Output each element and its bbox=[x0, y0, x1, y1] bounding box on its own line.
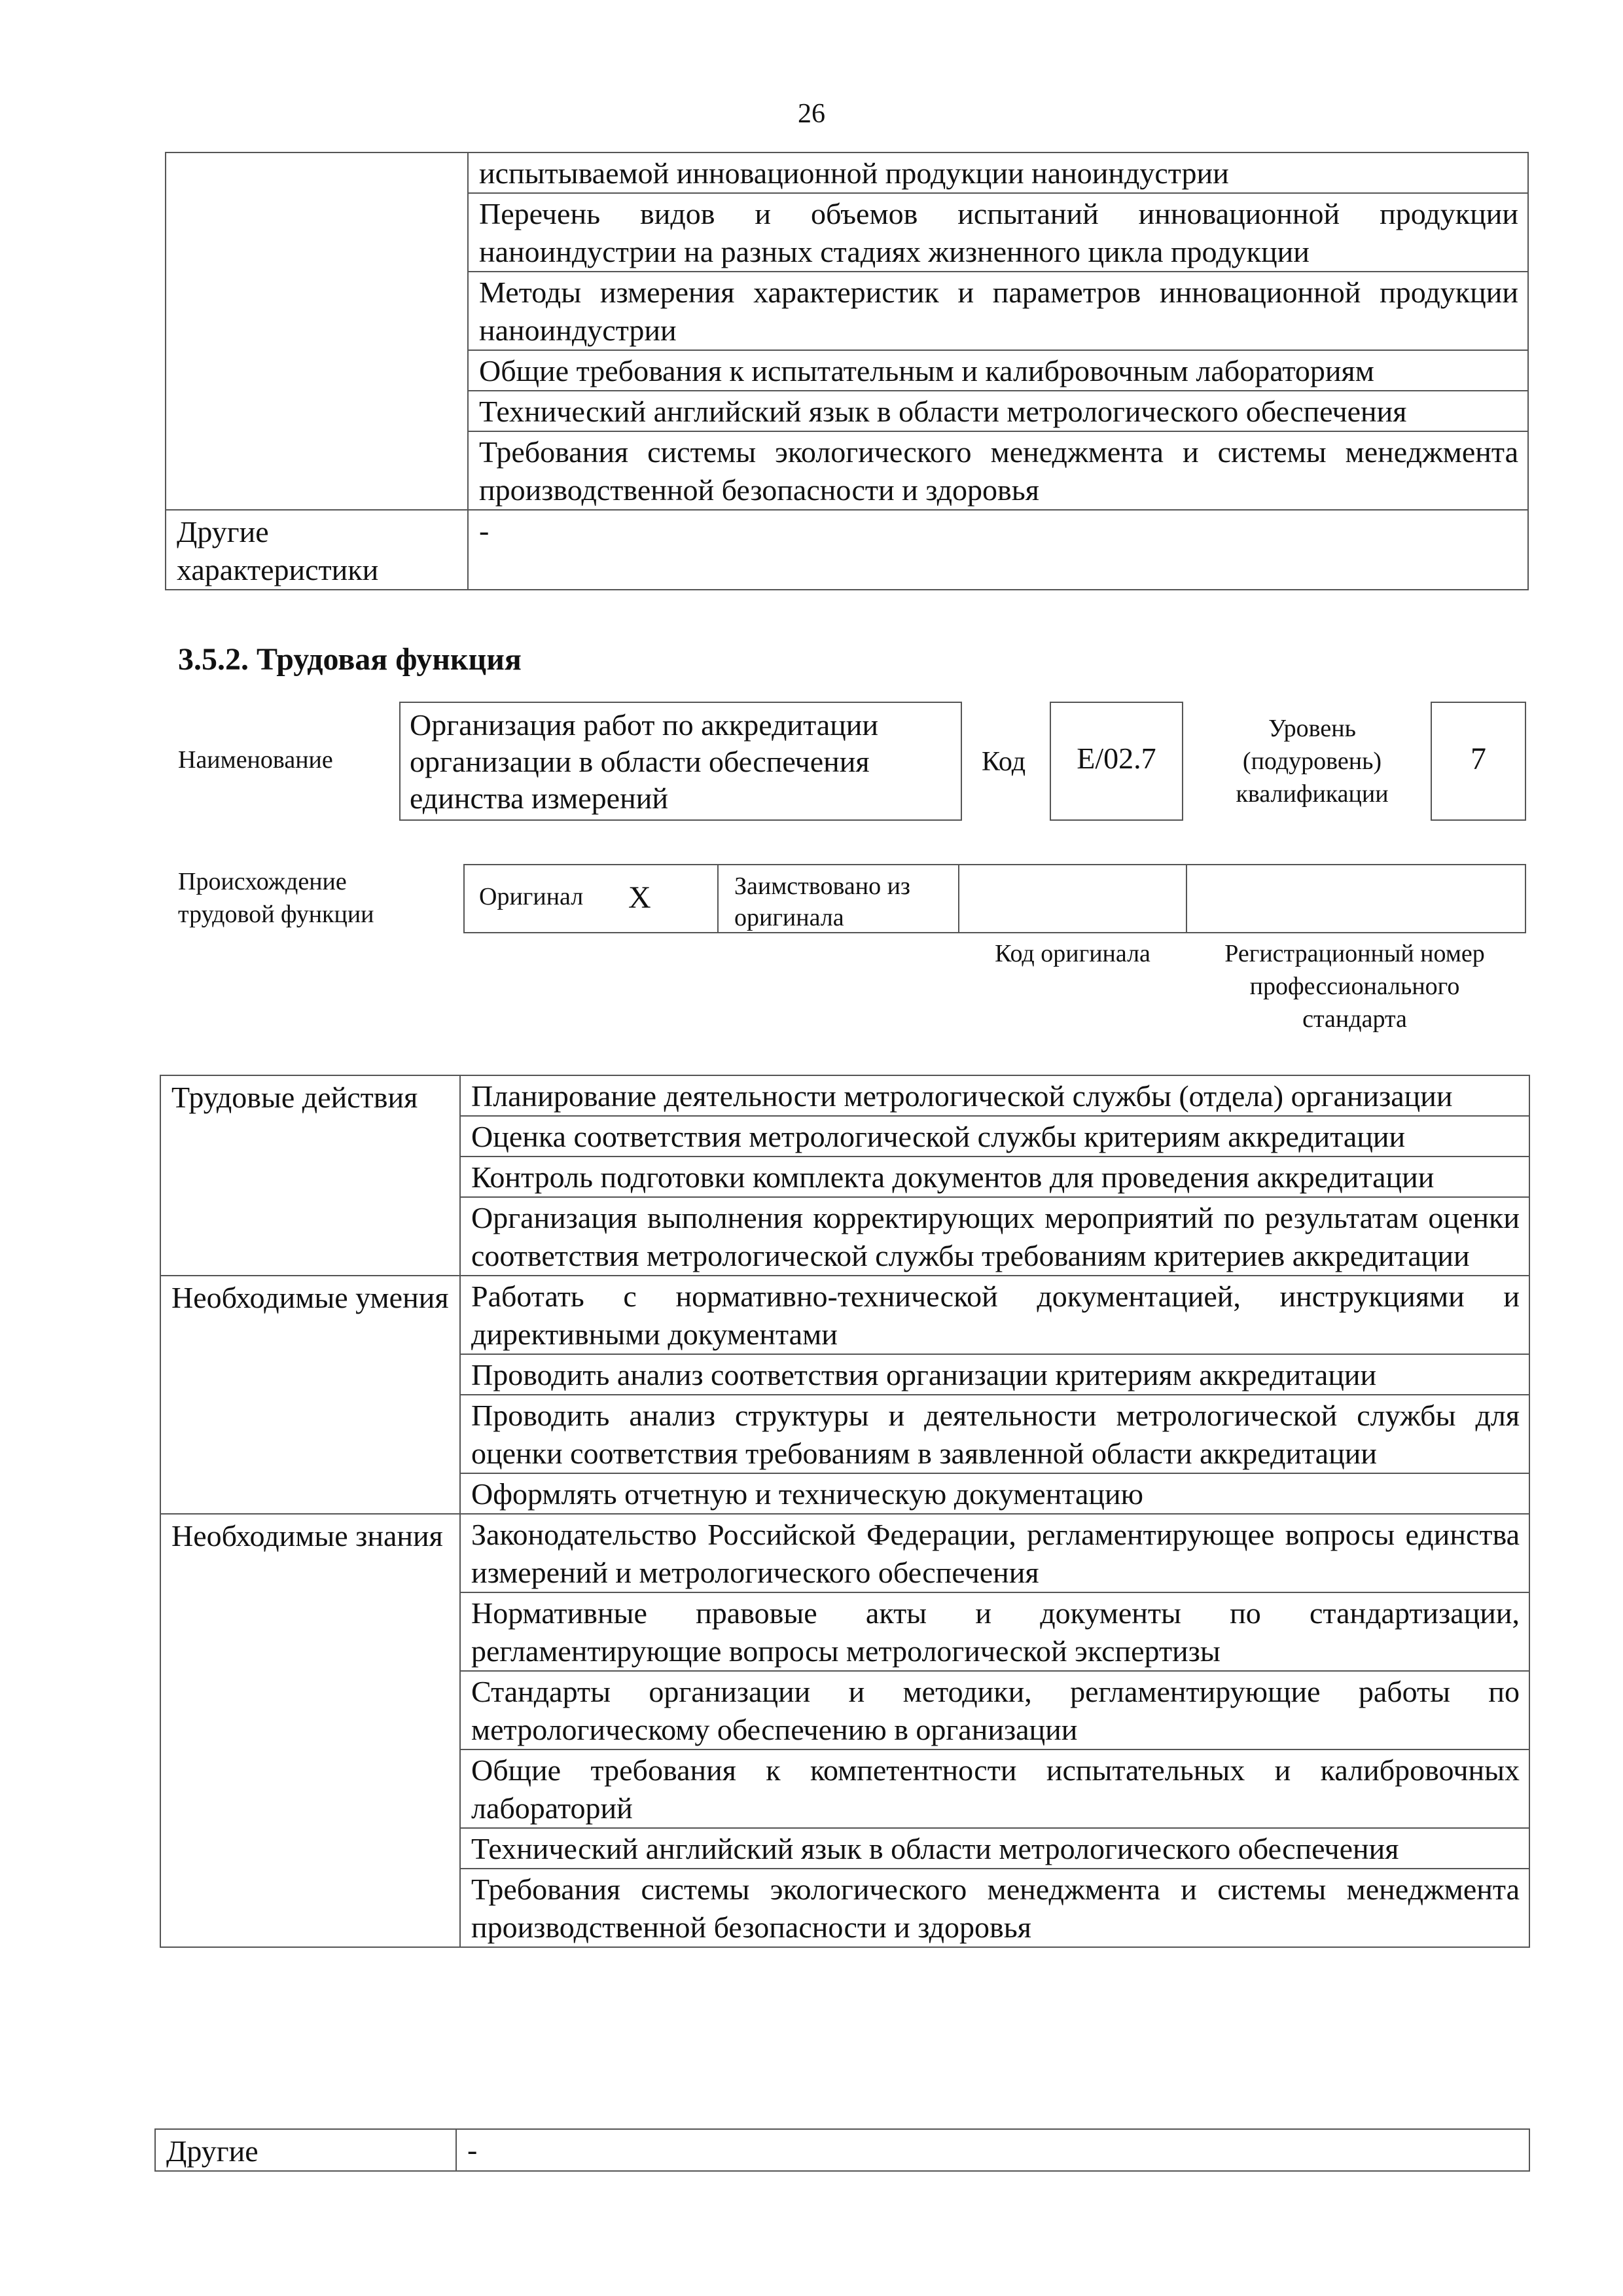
row-label: Другие характеристики bbox=[166, 510, 468, 590]
list-item: Стандарты организации и методики, регламентирующие работы по метрологическому обеспечению в организации bbox=[461, 1672, 1529, 1750]
list-item: Оценка соответствия метрологической службы критериям аккредитации bbox=[461, 1117, 1529, 1157]
origin-label: Происхождение трудовой функции bbox=[178, 868, 374, 928]
list-item: Общие требования к компетентности испытательных и калибровочных лабораторий bbox=[461, 1750, 1529, 1829]
list-item: Контроль подготовки комплекта документов для проведения аккредитации bbox=[461, 1157, 1529, 1198]
level-value: 7 bbox=[1471, 742, 1486, 776]
list-item: Оформлять отчетную и техническую документацию bbox=[471, 1477, 1144, 1511]
borrowed-box bbox=[717, 864, 959, 933]
reg-number-box bbox=[1186, 864, 1526, 933]
list-item: Законодательство Российской Федерации, регламентирующее вопросы единства измерений и метрологического обеспечения bbox=[461, 1515, 1529, 1593]
level-box bbox=[1431, 702, 1526, 821]
list-item: испытываемой инновационной продукции наноиндустрии bbox=[469, 153, 1527, 194]
row-label-empty bbox=[166, 152, 468, 510]
original-code-caption: Код оригинала bbox=[995, 940, 1150, 967]
row-label: Необходимые умения bbox=[160, 1276, 460, 1514]
table-row bbox=[155, 2129, 1529, 2171]
list-item: Технический английский язык в области метрологического обеспечения bbox=[461, 1829, 1529, 1869]
table-row bbox=[160, 1075, 1529, 1276]
table-row bbox=[160, 1276, 1529, 1514]
function-name: Организация работ по аккредитации организации в области обеспечения единства измерений bbox=[410, 708, 879, 815]
row-items bbox=[460, 1514, 1529, 1947]
table-row bbox=[166, 510, 1528, 590]
original-mark: X bbox=[628, 880, 651, 915]
row-items bbox=[468, 152, 1528, 510]
name-label: Наименование bbox=[178, 746, 333, 774]
list-item: Перечень видов и объемов испытаний инновационной продукции наноиндустрии на разных стадиях жизненного цикла продукции bbox=[469, 194, 1527, 272]
row-items bbox=[456, 2129, 1529, 2171]
code-value: E/02.7 bbox=[1077, 742, 1156, 775]
level-label: Уровень (подуровень) квалификации bbox=[1236, 715, 1389, 808]
section-heading: 3.5.2. Трудовая функция bbox=[178, 642, 522, 677]
page-number: 26 bbox=[798, 99, 825, 129]
labor-function-table bbox=[160, 1075, 1530, 1948]
list-item: Технический английский язык в области метрологического обеспечения bbox=[469, 391, 1527, 432]
reg-number-caption: Регистрационный номер профессионального стандарта bbox=[1224, 940, 1485, 1033]
list-item: Планирование деятельности метрологической службы (отдела) организации bbox=[461, 1076, 1529, 1117]
list-item: Проводить анализ структуры и деятельности метрологической службы для оценки соответствия требованиям в заявленной области аккредитации bbox=[461, 1395, 1529, 1474]
original-code-box bbox=[958, 864, 1187, 933]
list-item: Методы измерения характеристик и параметров инновационной продукции наноиндустрии bbox=[469, 272, 1527, 351]
row-label: Трудовые действия bbox=[160, 1075, 460, 1276]
borrowed-label: Заимствовано из оригинала bbox=[734, 872, 910, 931]
row-items bbox=[460, 1075, 1529, 1276]
row-items bbox=[468, 510, 1528, 590]
row-label: Необходимые знания bbox=[160, 1514, 460, 1947]
list-item: - bbox=[479, 514, 490, 547]
other-characteristics-table bbox=[154, 2128, 1530, 2172]
list-item: - bbox=[467, 2133, 478, 2166]
row-label: Другие bbox=[155, 2129, 456, 2171]
name-box bbox=[399, 702, 962, 821]
list-item: Организация выполнения корректирующих мероприятий по результатам оценки соответствия метрологической службы требованиям критериев аккредитации bbox=[471, 1201, 1520, 1272]
original-label: Оригинал bbox=[479, 883, 584, 910]
list-item: Общие требования к испытательным и калибровочным лабораториям bbox=[469, 351, 1527, 391]
list-item: Работать с нормативно-технической документацией, инструкциями и директивными документами bbox=[461, 1276, 1529, 1355]
row-items bbox=[460, 1276, 1529, 1514]
list-item: Требования системы экологического менеджмента и системы менеджмента производственной безопасности и здоровья bbox=[471, 1873, 1520, 1944]
original-box bbox=[463, 864, 719, 933]
continued-knowledge-table bbox=[165, 152, 1529, 590]
list-item: Требования системы экологического менеджмента и системы менеджмента производственной безопасности и здоровья bbox=[479, 435, 1518, 507]
list-item: Нормативные правовые акты и документы по стандартизации, регламентирующие вопросы метрологической экспертизы bbox=[461, 1593, 1529, 1672]
table-row bbox=[166, 152, 1528, 510]
table-row bbox=[160, 1514, 1529, 1947]
code-label: Код bbox=[982, 747, 1026, 777]
list-item: Проводить анализ соответствия организации критериям аккредитации bbox=[461, 1355, 1529, 1395]
code-box bbox=[1050, 702, 1183, 821]
